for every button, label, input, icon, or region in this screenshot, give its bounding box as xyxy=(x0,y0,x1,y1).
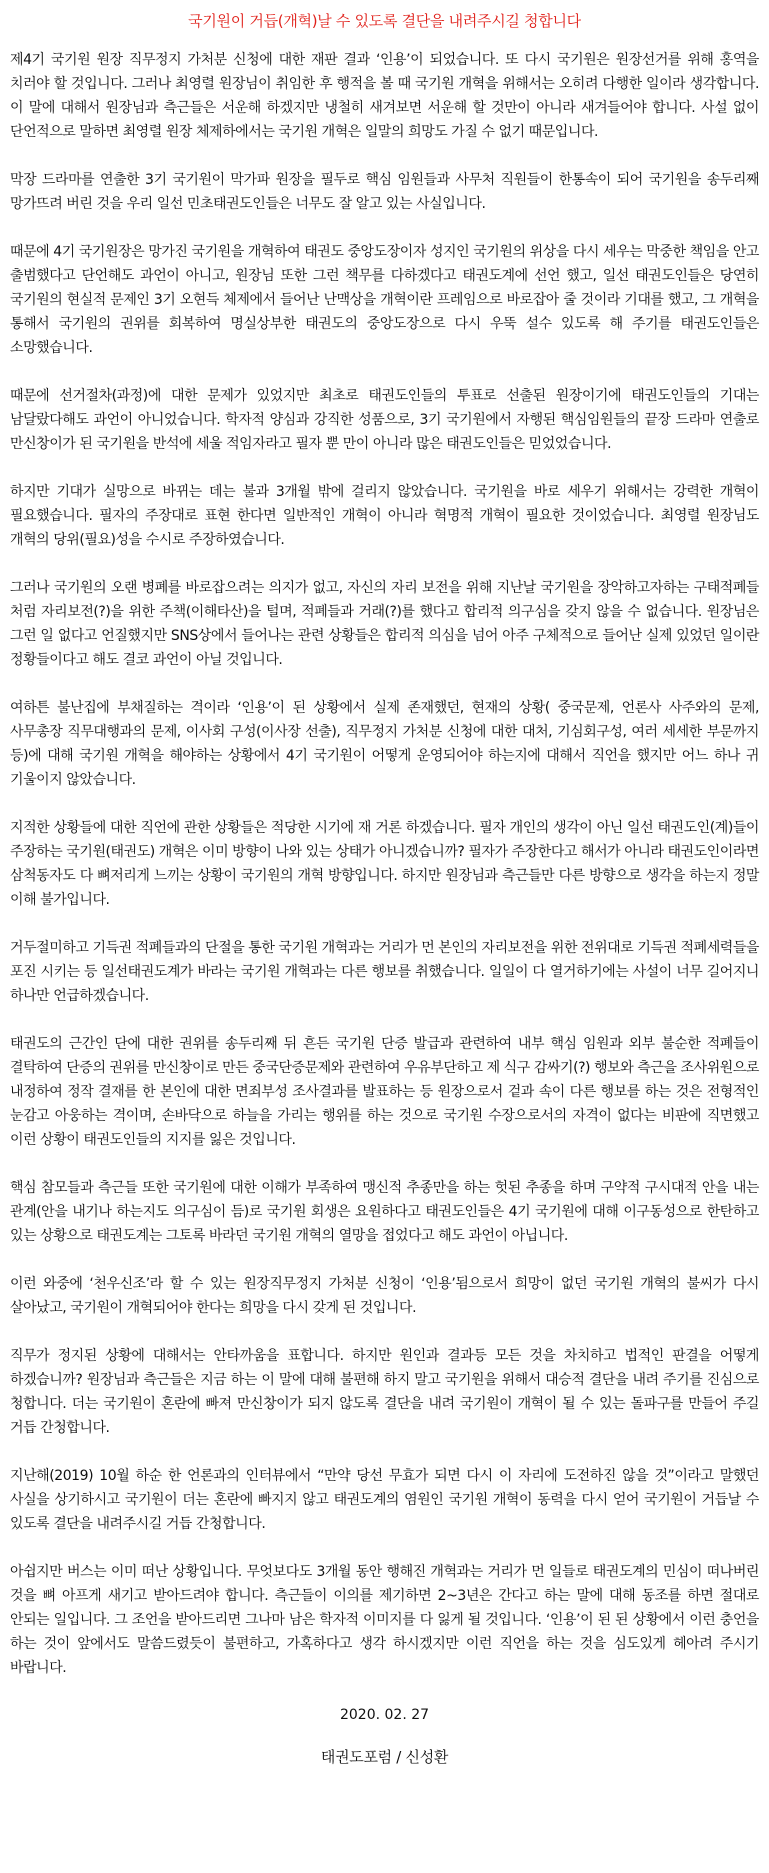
paragraph-8: 지적한 상황들에 대한 직언에 관한 상황들은 적당한 시기에 재 거론 하겠습니다. 필자 개인의 생각이 아닌 일선 태권도인(계)들이 주장하는 국기원(태권도) 개혁은 이미 방향이 나와 있는 상태가 아니겠습니까? 필자가 주장한다고 해서가 아니라 태권도인이라면 삼척동자도 다 뼈저리게 느끼는 상황이 국기원의 개혁 방향입니다. 하지만 원장님과 측근들만 다른 방향으로 생각을 하는지 정말 이해 불가입니다. xyxy=(10,820,759,908)
paragraph-4: 때문에 선거절차(과정)에 대한 문제가 있었지만 최초로 태권도인들의 투표로 선출된 원장이기에 태권도인들의 기대는 남달랐다해도 과언이 아니었습니다. 학자적 양심과 강직한 성품으로, 3기 국기원에서 자행된 핵심임원들의 끝장 드라마 연출로 만신창이가 된 국기원을 반석에 세울 적임자라고 필자 뿐 만이 아니라 많은 태권도인들은 믿었었습니다. xyxy=(10,388,759,452)
paragraph-11: 핵심 참모들과 측근들 또한 국기원에 대한 이해가 부족하여 맹신적 추종만을 하는 헛된 추종을 하며 구약적 구시대적 안을 내는 관계(안을 내기나 하는지도 의구심이 듬)로 국기원 회생은 요원하다고 태권도인들은 4기 국기원에 대해 이구동성으로 한탄하고 있는 상황으로 태권도계는 그토록 바라던 국기원 개혁의 열망을 접었다고 해도 과언이 아닙니다. xyxy=(10,1180,759,1244)
paragraph-3: 때문에 4기 국기원장은 망가진 국기원을 개혁하여 태권도 중앙도장이자 성지인 국기원의 위상을 다시 세우는 막중한 책임을 안고 출범했다고 단언해도 과언이 아니고, 원장님 또한 그런 책무를 다하겠다고 태권도계에 선언 했고, 일선 태권도인들은 당연히 국기원의 현실적 문제인 3기 오현득 체제에서 들어난 난맥상을 개혁이란 프레임으로 바로잡아 줄 것이라 기대를 했고, 그 개혁을 통해서 국기원의 권위를 회복하여 명실상부한 태권도의 중앙도장으로 다시 우뚝 설수 있도록 해 주기를 태권도인들은 소망했습니다. xyxy=(10,244,759,356)
paragraph-6: 그러나 국기원의 오랜 병폐를 바로잡으려는 의지가 없고, 자신의 자리 보전을 위해 지난날 국기원을 장악하고자하는 구태적폐들 처럼 자리보전(?)을 위한 주책(이해타산)을 털며, 적폐들과 거래(?)를 했다고 합리적 의구심을 갖지 않을 수 없습니다. 원장님은 그런 일 없다고 언질했지만 SNS상에서 들어나는 관련 상황들은 합리적 의심을 넘어 아주 구체적으로 들어난 실제 있었던 일이란 정황들이다고 해도 결코 과언이 아닐 것입니다. xyxy=(10,580,759,668)
paragraph-9: 거두절미하고 기득권 적폐들과의 단절을 통한 국기원 개혁과는 거리가 먼 본인의 자리보전을 위한 전위대로 기득권 적폐세력들을 포진 시키는 등 일선태권도계가 바라는 국기원 개혁과는 다른 행보를 취했습니다. 일일이 다 열거하기에는 사설이 너무 길어지니 하나만 언급하겠습니다. xyxy=(10,940,759,1004)
article-body xyxy=(10,48,759,1680)
paragraph-5: 하지만 기대가 실망으로 바뀌는 데는 불과 3개월 밖에 걸리지 않았습니다. 국기원을 바로 세우기 위해서는 강력한 개혁이 필요했습니다. 필자의 주장대로 표현 한다면 일반적인 개혁이 아니라 혁명적 개혁이 필요한 것이었습니다. 최영렬 원장님도 개혁의 당위(필요)성을 수시로 주장하였습니다. xyxy=(10,484,759,548)
paragraph-2: 막장 드라마를 연출한 3기 국기원이 막가파 원장을 필두로 핵심 임원들과 사무처 직원들이 한통속이 되어 국기원을 송두리째 망가뜨려 버린 것을 우리 일선 민초태권도인들은 너무도 잘 알고 있는 사실입니다. xyxy=(10,172,759,212)
page-title: 국기원이 거듭(개혁)날 수 있도록 결단을 내려주시길 청합니다 xyxy=(188,12,581,30)
paragraph-12: 이런 와중에 ‘천우신조’라 할 수 있는 원장직무정지 가처분 신청이 ‘인용’됨으로서 희망이 없던 국기원 개혁의 불씨가 다시 살아났고, 국기원이 개혁되어야 한다는 희망을 다시 갖게 된 것입니다. xyxy=(10,1276,759,1316)
paragraph-14: 지난해(2019) 10월 하순 한 언론과의 인터뷰에서 “만약 당선 무효가 되면 다시 이 자리에 도전하진 않을 것”이라고 말했던 사실을 상기하시고 국기원이 더는 혼란에 빠지지 않고 태권도계의 염원인 국기원 개혁이 동력을 다시 얻어 국기원이 거듭날 수 있도록 결단을 내려주시길 거듭 간청합니다. xyxy=(10,1468,759,1532)
paragraph-1: 제4기 국기원 원장 직무정지 가처분 신청에 대한 재판 결과 ‘인용’이 되었습니다. 또 다시 국기원은 원장선거를 위해 홍역을 치러야 할 것입니다. 그러나 최영렬 원장님이 취임한 후 행적을 볼 때 국기원 개혁을 위해서는 오히려 다행한 일이라 생각합니다. 이 말에 대해서 원장님과 측근들은 서운해 하겠지만 냉철히 새겨보면 서운해 할 것만이 아니라 새겨들어야 합니다. 사설 없이 단언적으로 말하면 최영렬 원장 체제하에서는 국기원 개혁은 일말의 희망도 가질 수 없기 때문입니다. xyxy=(10,52,759,140)
paragraph-7: 여하튼 불난집에 부채질하는 격이라 ‘인용’이 된 상황에서 실제 존재했던, 현재의 상황( 중국문제, 언론사 사주와의 문제, 사무총장 직무대행과의 문제, 이사회 구성(이사장 선출), 직무정지 가처분 신청에 대한 대처, 기심회구성, 여러 세세한 부문까지 등)에 대해 국기원 개혁을 해야하는 상황에서 4기 국기원이 어떻게 운영되어야 하는지에 대해서 직언을 했지만 어느 하나 귀 기울이지 않았습니다. xyxy=(10,700,759,788)
paragraph-13: 직무가 정지된 상황에 대해서는 안타까움을 표합니다. 하지만 원인과 결과등 모든 것을 차치하고 법적인 판결을 어떻게 하겠습니까? 원장님과 측근들은 지금 하는 이 말에 대해 불편해 하지 말고 국기원을 위해서 대승적 결단을 내려 주기를 진심으로 청합니다. 더는 국기원이 혼란에 빠져 만신창이가 되지 않도록 결단을 내려 국기원이 개혁이 될 수 있는 돌파구를 만들어 주길 거듭 간청합니다. xyxy=(10,1348,759,1436)
paragraph-15: 아쉽지만 버스는 이미 떠난 상황입니다. 무엇보다도 3개월 동안 행해진 개혁과는 거리가 먼 일들로 태권도계의 민심이 떠나버린 것을 뼈 아프게 새기고 받아드려야 합니다. 측근들이 이의를 제기하면 2~3년은 간다고 하는 말에 대해 동조를 하면 절대로 안되는 일입니다. 그 조언을 받아드리면 그나마 남은 학자적 이미지를 다 잃게 될 것입니다. ‘인용’이 된 된 상황에서 이런 충언을 하는 것이 앞에서도 말씀드렸듯이 불편하고, 가혹하다고 생각 하시겠지만 이런 직언을 하는 것을 심도있게 헤아려 주시기 바랍니다. xyxy=(10,1564,759,1676)
paragraph-10: 태권도의 근간인 단에 대한 권위를 송두리째 뒤 흔든 국기원 단증 발급과 관련하여 내부 핵심 임원과 외부 불순한 적폐들이 결탁하여 단증의 권위를 만신창이로 만든 중국단증문제와 관련하여 우유부단하고 제 식구 감싸기(?) 행보와 측근을 조사위원으로 내정하여 정작 결재를 한 본인에 대한 면죄부성 조사결과를 발표하는 등 원장으로서 겉과 속이 다른 행보를 하는 것은 전형적인 눈감고 아웅하는 격이며, 손바닥으로 하늘을 가리는 행위를 하는 것으로 국기원 수장으로서의 자격이 없다는 비판에 직면했고 이런 상황이 태권도인들의 지지를 잃은 것입니다. xyxy=(10,1036,759,1148)
article-date: 2020. 02. 27 xyxy=(339,1707,430,1723)
author-signature: 태권도포럼 / 신성환 xyxy=(320,1748,449,1766)
